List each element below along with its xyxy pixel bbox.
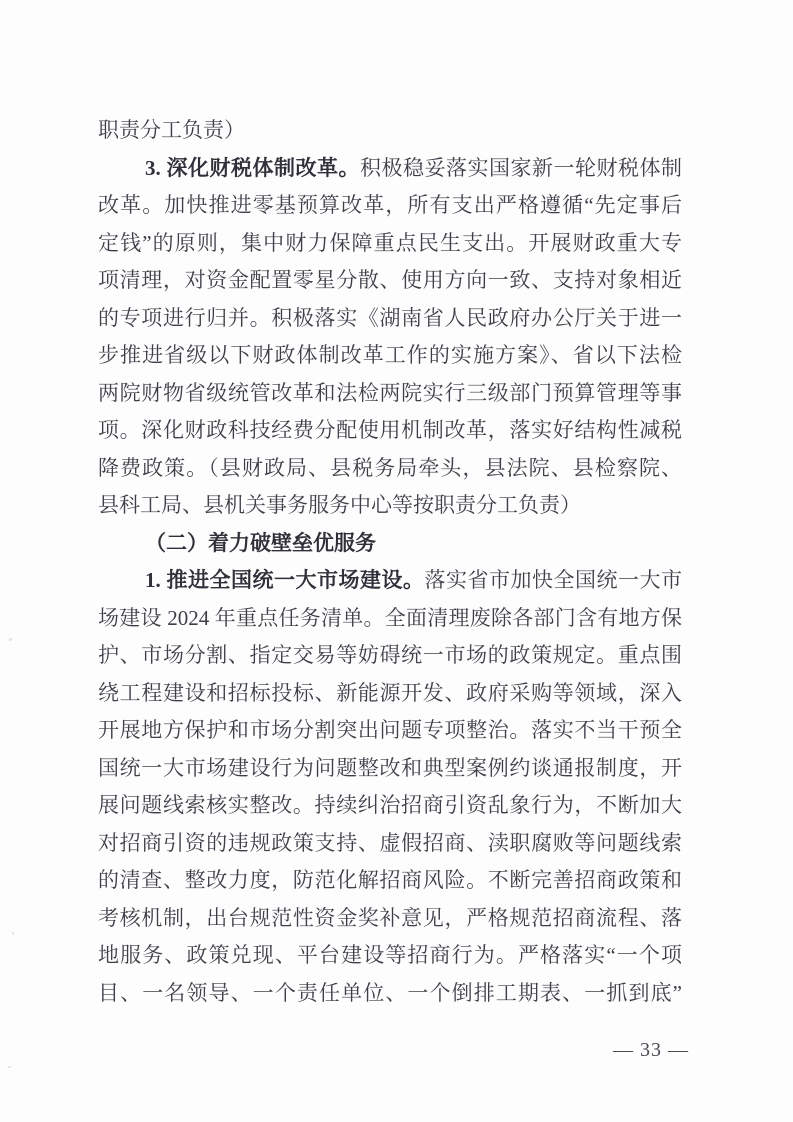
- body-run: 考核机制，出台规范性资金奖补意见，严格规范招商流程、落: [98, 905, 682, 930]
- text-line: [98, 562, 682, 600]
- body-run: 绕工程建设和招标投标、新能源开发、政府采购等领域，深入: [98, 680, 682, 705]
- text-line: [98, 787, 682, 825]
- body-run: 目、一名领导、一个责任单位、一个倒排工期表、一抓到底”: [98, 980, 682, 1005]
- text-line: [98, 262, 682, 300]
- body-run: 的清查、整改力度，防范化解招商风险。不断完善招商政策和: [98, 868, 682, 892]
- scan-speckle: [12, 932, 14, 935]
- body-run: 降费政策。（县财政局、县税务局牵头，县法院、县检察院、: [98, 455, 682, 480]
- body-run: 的专项进行归并。积极落实《湖南省人民政府办公厅关于进一: [98, 305, 682, 330]
- text-line: [98, 975, 682, 1013]
- text-line: [98, 225, 682, 263]
- body-run: 改革。加快推进零基预算改革，所有支出严格遵循“先定事后: [98, 193, 682, 217]
- body-run: 积极稳妥落实国家新一轮财税体制: [360, 155, 682, 180]
- text-line: [98, 112, 682, 150]
- text-line: [98, 187, 682, 225]
- scan-speckle: [9, 638, 12, 641]
- text-line: [98, 337, 682, 375]
- text-line: [98, 300, 682, 338]
- body-run: 两院财物省级统管改革和法检两院实行三级部门预算管理等事: [98, 380, 682, 405]
- text-line: [98, 150, 682, 188]
- text-line: [98, 637, 682, 675]
- body-run: 展问题线索核实整改。持续纠治招商引资乱象行为，不断加大: [98, 793, 682, 817]
- heading-run: 3. 深化财税体制改革。: [145, 155, 360, 180]
- heading-run: 1. 推进全国统一大市场建设。: [145, 568, 425, 592]
- body-run: 职责分工负责）: [98, 118, 245, 142]
- text-line: [98, 937, 682, 975]
- body-run: 开展地方保护和市场分割突出问题专项整治。落实不当干预全: [98, 718, 682, 742]
- text-line: [98, 487, 682, 525]
- text-line: [98, 750, 682, 788]
- body-run: 项。深化财政科技经费分配使用机制改革，落实好结构性减税: [98, 418, 682, 442]
- text-line: [98, 900, 682, 938]
- body-run: 地服务、政策兑现、平台建设等招商行为。严格落实“一个项: [98, 943, 682, 967]
- body-run: 场建设 2024 年重点任务清单。全面清理废除各部门含有地方保: [98, 605, 682, 630]
- text-line: [98, 825, 682, 863]
- document-body: [98, 112, 682, 1012]
- text-line: [98, 675, 682, 713]
- body-run: 县科工局、县机关事务服务中心等按职责分工负责）: [98, 493, 581, 517]
- text-line: [98, 412, 682, 450]
- heading-run: （二）着力破壁垒优服务: [145, 530, 376, 555]
- text-line: [98, 600, 682, 638]
- body-run: 定钱”的原则，集中财力保障重点民生支出。开展财政重大专: [98, 230, 682, 255]
- page-number: — 33 —: [613, 1039, 689, 1061]
- body-run: 落实省市加快全国统一大市: [424, 568, 682, 592]
- body-run: 步推进省级以下财政体制改革工作的实施方案》、省以下法检: [98, 343, 682, 367]
- text-line: [98, 375, 682, 413]
- body-run: 项清理，对资金配置零星分散、使用方向一致、支持对象相近: [98, 268, 682, 292]
- section-heading: [98, 525, 682, 563]
- body-run: 护、市场分割、指定交易等妨碍统一市场的政策规定。重点围: [98, 643, 682, 667]
- body-run: 国统一大市场建设行为问题整改和典型案例约谈通报制度，开: [98, 755, 682, 780]
- scan-speckle: [8, 1066, 11, 1068]
- text-line: [98, 712, 682, 750]
- body-run: 对招商引资的违规政策支持、虚假招商、渎职腐败等问题线索: [98, 830, 682, 855]
- text-line: [98, 450, 682, 488]
- text-line: [98, 862, 682, 900]
